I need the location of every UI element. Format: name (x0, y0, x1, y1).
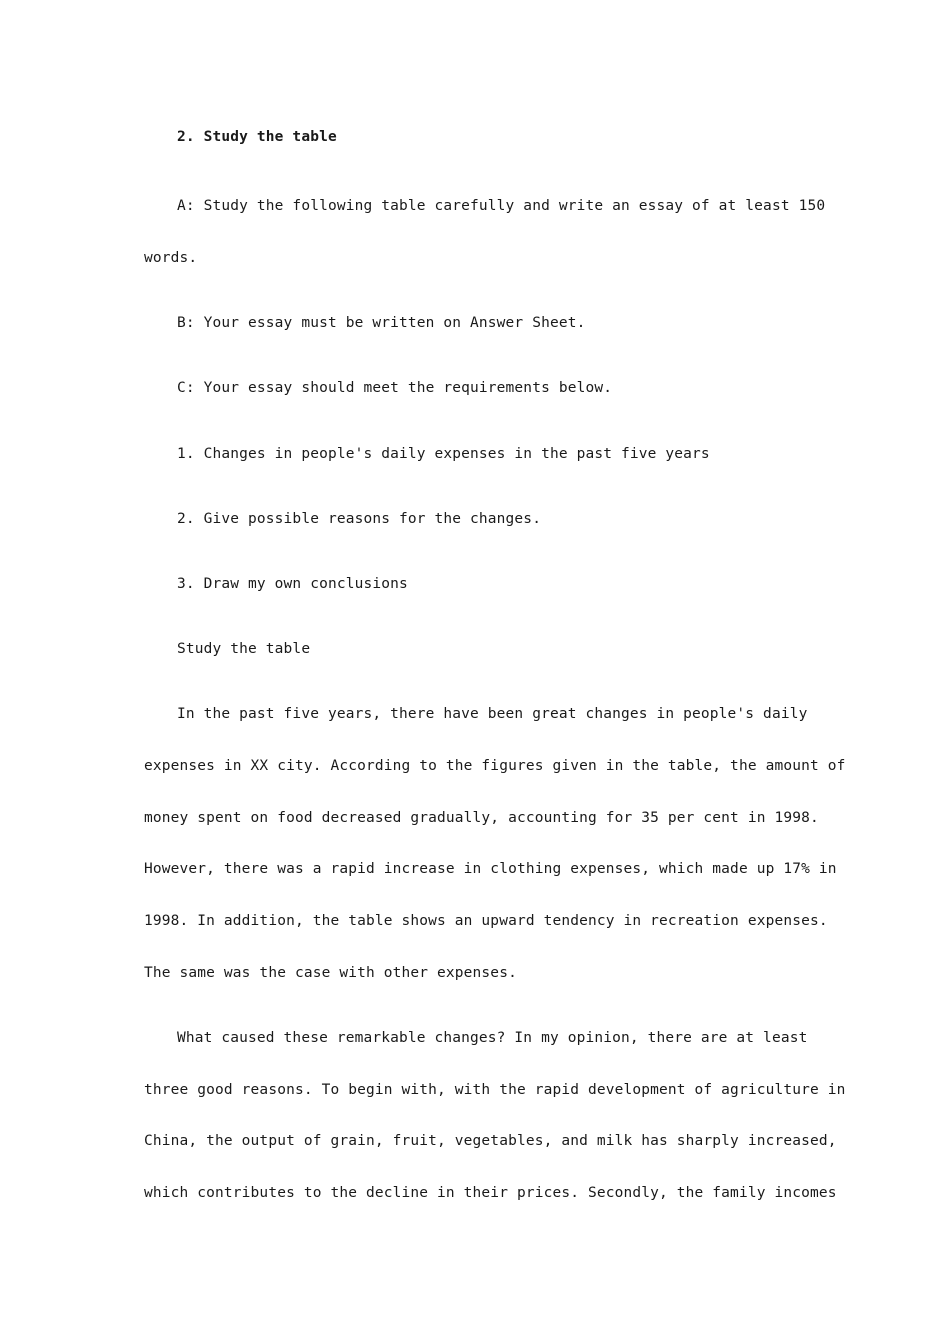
paragraph-2-line: three good reasons. To begin with, with the rapid development of agriculture in (144, 1082, 846, 1098)
paragraph-2-line: What caused these remarkable changes? In my opinion, there are at least (177, 1030, 808, 1046)
paragraph-1-line: However, there was a rapid increase in clothing expenses, which made up 17% in (144, 861, 837, 877)
instruction-b: B: Your essay must be written on Answer Sheet. (177, 315, 586, 331)
paragraph-1-line: The same was the case with other expenses. (144, 965, 517, 981)
requirement-item: 1. Changes in people's daily expenses in the past five years (177, 446, 710, 462)
paragraph-1-line: In the past five years, there have been great changes in people's daily (177, 706, 808, 722)
instruction-a-line-1: A: Study the following table carefully and write an essay of at least 150 (177, 198, 826, 214)
paragraph-1-line: expenses in XX city. According to the figures given in the table, the amount of (144, 758, 846, 774)
paragraph-2-line: which contributes to the decline in their prices. Secondly, the family incomes (144, 1185, 837, 1201)
requirement-item: 2. Give possible reasons for the changes. (177, 511, 542, 527)
paragraph-1-line: 1998. In addition, the table shows an upward tendency in recreation expenses. (144, 913, 828, 929)
paragraph-2-line: China, the output of grain, fruit, vegetables, and milk has sharply increased, (144, 1133, 837, 1149)
instruction-c: C: Your essay should meet the requirements below. (177, 380, 613, 396)
essay-title: Study the table (177, 641, 311, 657)
paragraph-1-line: money spent on food decreased gradually, accounting for 35 per cent in 1998. (144, 810, 819, 826)
requirement-item: 3. Draw my own conclusions (177, 576, 408, 592)
instruction-a-line-2: words. (144, 250, 198, 266)
section-heading: 2. Study the table (177, 129, 337, 145)
